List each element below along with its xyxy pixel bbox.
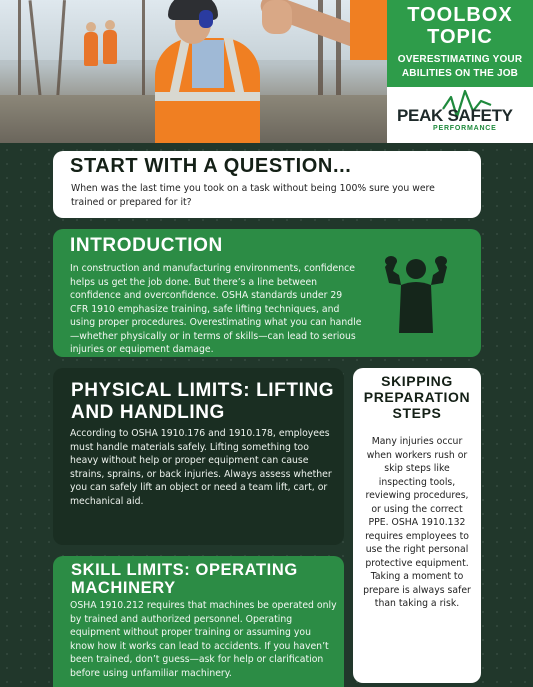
skill-limits-text: OSHA 1910.212 requires that machines be operated only by trained and authorized personnel. Operating equipment without proper training or assuming you know how it works can lead to accidents. If you haven’t been trained, don’t guess—ask for help or clarification before using unfamiliar machinery.: [70, 600, 337, 679]
logo-name: PEAK SAFETY: [397, 106, 513, 125]
ear-protection: [199, 10, 213, 28]
skill-limits-heading: SKILL LIMITS: OPERATING MACHINERY: [71, 561, 298, 597]
question-card: [53, 151, 481, 218]
physical-limits-heading: PHYSICAL LIMITS: LIFTING AND HANDLING: [71, 380, 335, 423]
introduction-card: [53, 229, 481, 357]
logo-tagline: PERFORMANCE: [433, 125, 497, 132]
skipping-steps-heading: SKIPPING PREPARATION STEPS: [363, 373, 471, 421]
question-text: When was the last time you took on a task without being 100% sure you were trained or prepared for it?: [71, 183, 435, 208]
physical-limits-text: According to OSHA 1910.176 and 1910.178, employees must handle materials safely. Lifting something too heavy without help or proper equipment can cause strains, sprains, or back injuries. Always assess whether you can safely lift an object or need a team lift, cart, or mechanical aid.: [70, 428, 332, 507]
skipping-steps-card: [353, 368, 481, 683]
physical-limits-card: [53, 368, 344, 545]
flexing-person-icon: [383, 249, 449, 333]
introduction-heading: INTRODUCTION: [70, 235, 223, 256]
title-panel: [387, 0, 533, 87]
skipping-steps-text: Many injuries occur when workers rush or skip steps like inspecting tools, reviewing procedures, or using the correct PPE. OSHA 1910.132 requires employees to use the right personal protective equipment. Taking a moment to prepare is always safer than taking a risk.: [363, 436, 471, 609]
topic-subtitle: OVERESTIMATING YOUR ABILITIES ON THE JOB: [397, 54, 523, 79]
skill-limits-card: [53, 556, 344, 687]
header-photo: [0, 0, 387, 143]
company-logo: [387, 87, 533, 143]
introduction-text: In construction and manufacturing environments, confidence helps us get the job done. But there’s a line between confidence and overconfidence. OSHA standards under 29 CFR 1910 emphasize training, safe lifting techniques, and using proper procedures. Overestimating what you can handle—whether physically or in terms of skills—can lead to serious injuries or equipment damage.: [70, 263, 362, 355]
toolbox-title: TOOLBOX TOPIC: [407, 4, 513, 48]
question-heading: START WITH A QUESTION...: [70, 155, 352, 177]
